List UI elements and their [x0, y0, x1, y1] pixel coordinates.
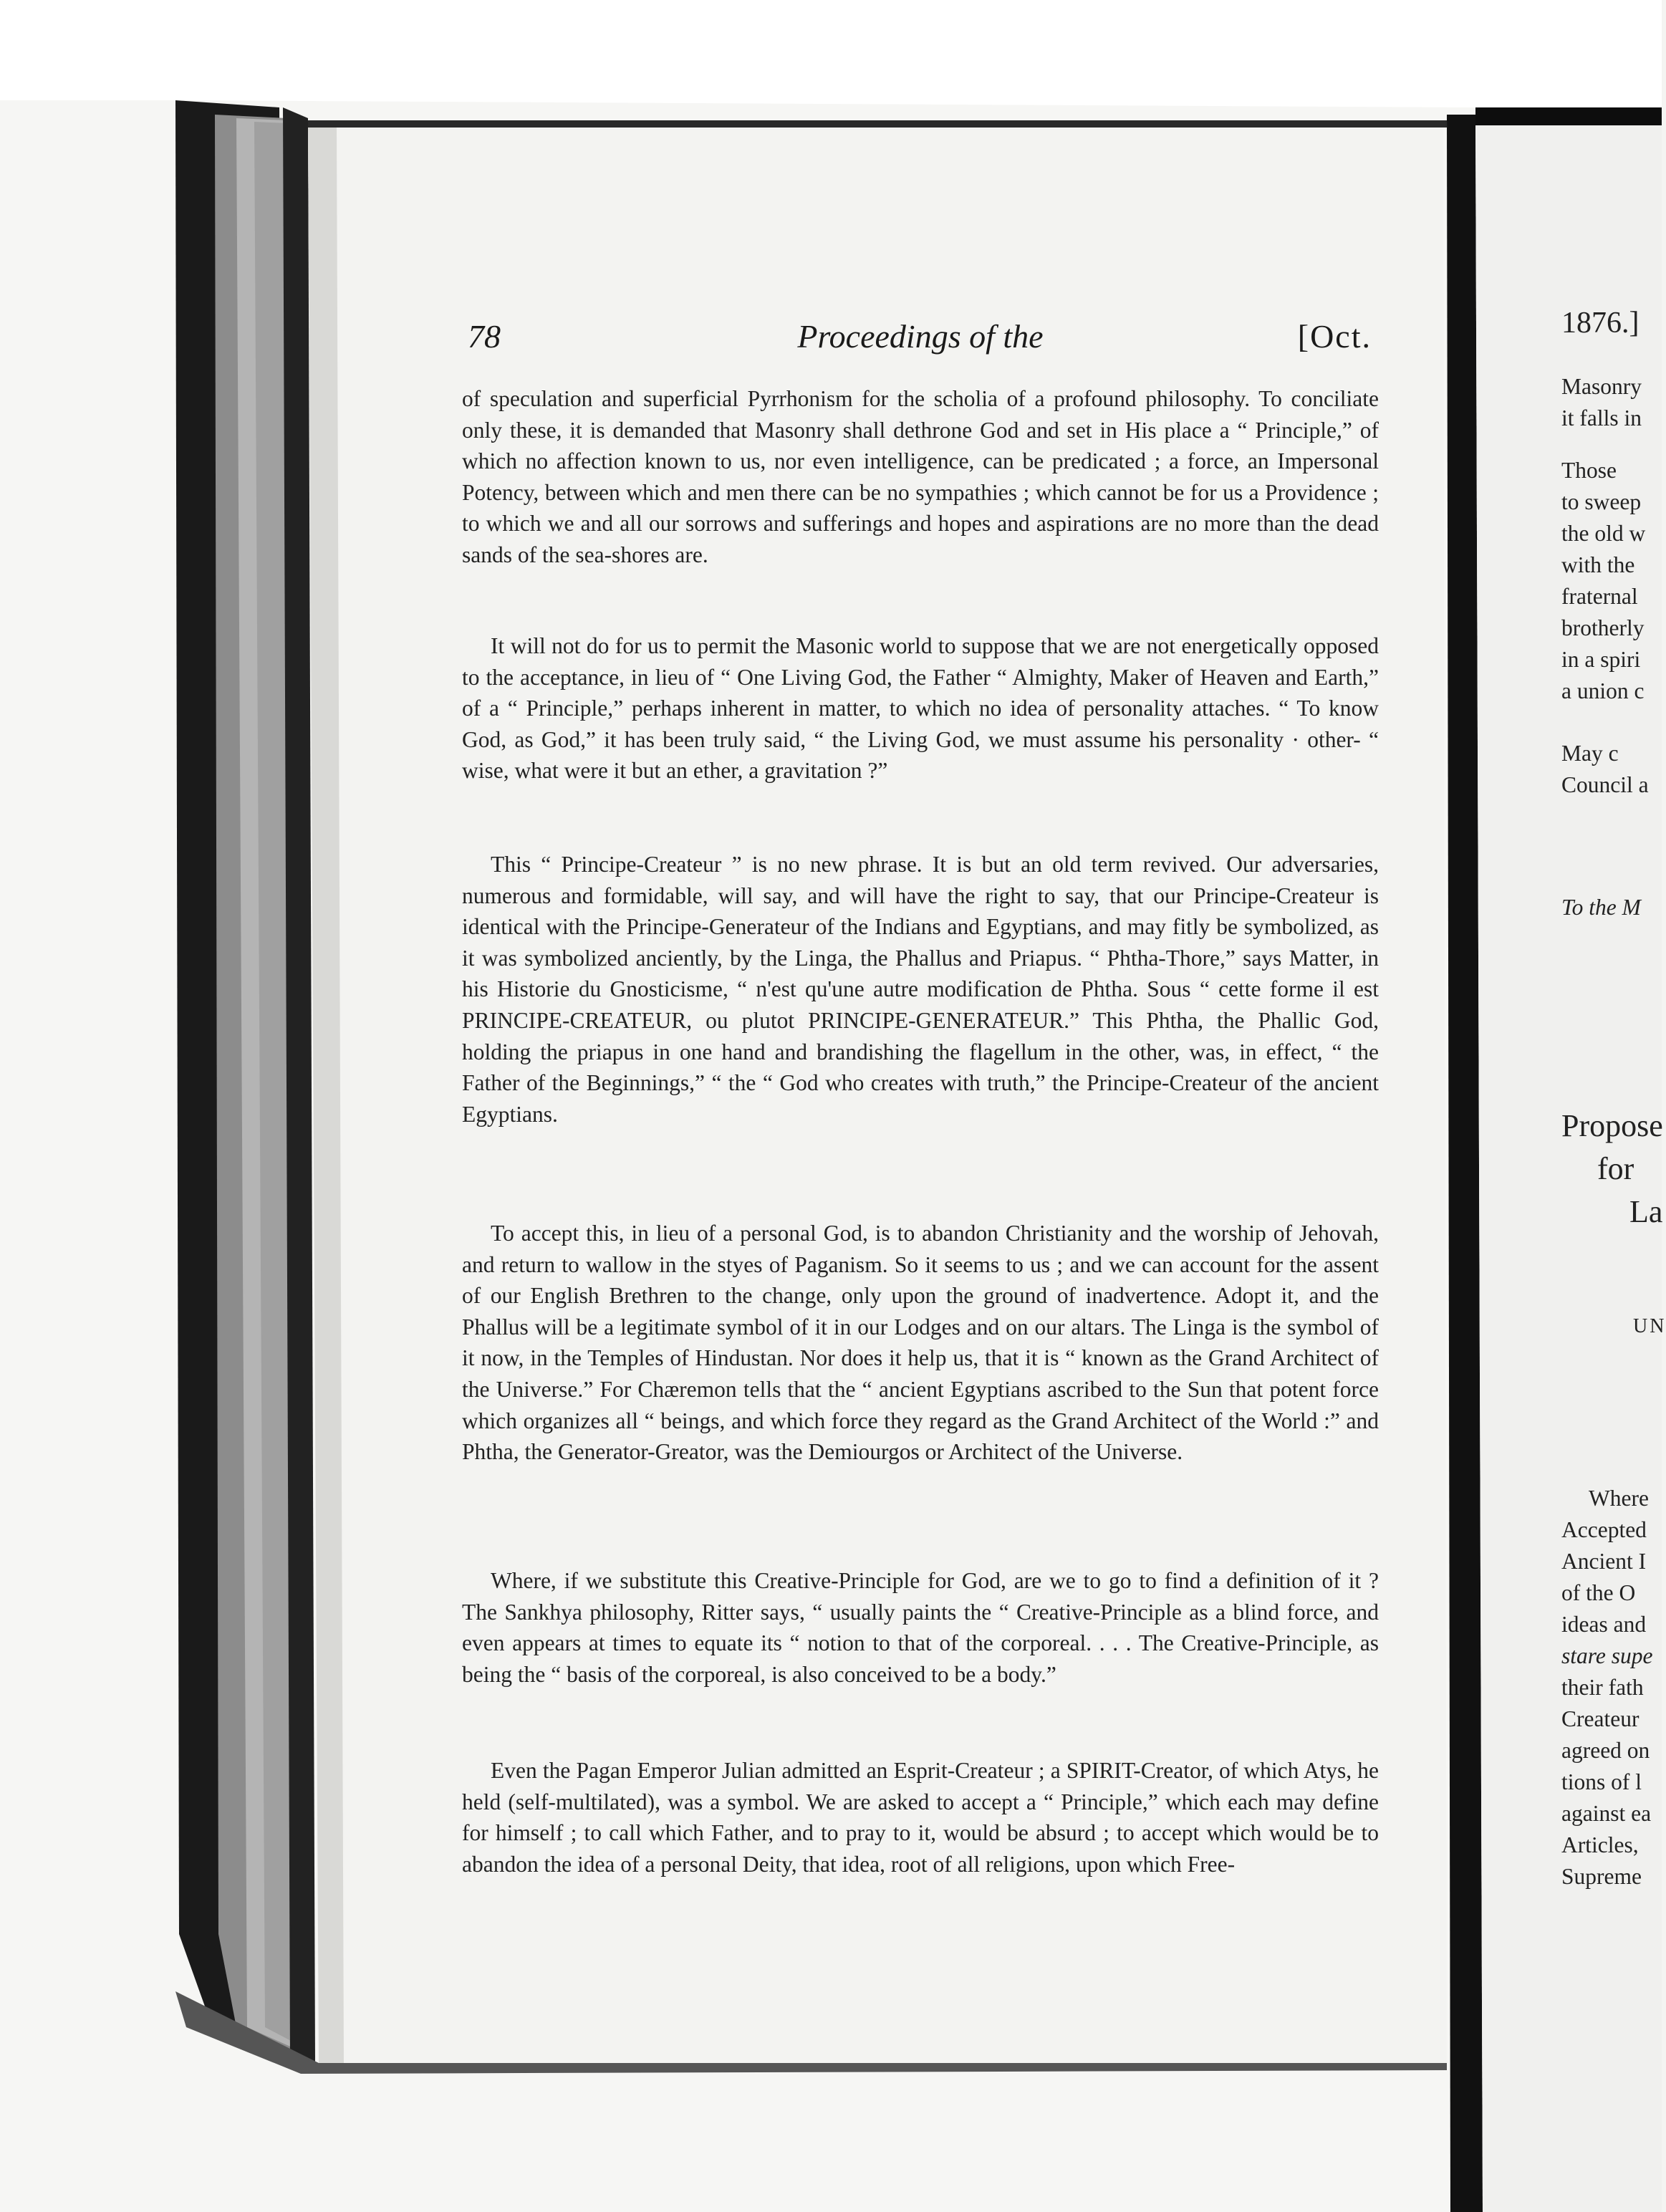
right-line: To the M: [1561, 895, 1641, 920]
right-line: UN: [1633, 1315, 1666, 1337]
right-line: agreed on: [1561, 1738, 1650, 1763]
right-line: it falls in: [1561, 405, 1642, 431]
right-line: ideas and: [1561, 1612, 1647, 1637]
paragraph-1: of speculation and superficial Pyrrhonism for the scholia of a profound philosophy. To conciliate only these, it is demanded that Masonry shall dethrone God and set in His place a “ Principle,” of which no affection known to us, nor even intelligence, can be predicated ; a force, an Impersonal Potency, between which and men there can be no sympathies ; which cannot be for us a Providence ; to which we and all our sorrows and sufferings and hopes and aspirations are no more than the dead sands of the sea-shores are.: [462, 386, 1379, 567]
right-line: Masonry: [1561, 374, 1642, 399]
right-line: Where: [1589, 1486, 1649, 1511]
paragraph-5: Where, if we substitute this Creative-Principle for God, are we to go to find a definition of it ? The Sankhya philosophy, Ritter says, “ usually paints the “ Creative-Principle as a blind force, and even appears at times to equate its “ notion to that of the corporeal. . . . The Creative-Principle, as being the “ basis of the corporeal, is also conceived to be a body.”: [462, 1568, 1379, 1687]
right-line: fraternal: [1561, 584, 1638, 609]
right-line: Createur: [1561, 1706, 1639, 1731]
paragraph-2: It will not do for us to permit the Masonic world to suppose that we are not energetically opposed to the acceptance, in lieu of “ One Living God, the Father “ Almighty, Maker of Heaven and Earth,” of a “ Principle,” perhaps inherent in matter, to which no idea of personality attaches. “ To know God, as God,” it has been truly said, “ the Living God, we must assume his personality · other- “ wise, what were it but an ether, a gravitation ?”: [462, 633, 1379, 784]
right-line: a union c: [1561, 678, 1645, 703]
paragraph-6: Even the Pagan Emperor Julian admitted an Esprit-Createur ; a SPIRIT-Creator, of which Atys, he held (self-multilated), was a symbol. We are asked to accept a “ Principle,” which each may define for himself ; to call which Father, and to pray to it, would be absurd ; to accept which would be to abandon the idea of a personal Deity, that idea, root of all religions, upon which Free-: [462, 1758, 1379, 1877]
right-line: tions of l: [1561, 1769, 1642, 1794]
right-line: Those: [1561, 458, 1617, 483]
right-line: of the O: [1561, 1580, 1636, 1605]
right-line: stare supe: [1561, 1643, 1653, 1668]
right-running-date: 1876.]: [1561, 307, 1639, 340]
running-date: [Oct.: [1297, 318, 1372, 355]
page-number: 78: [468, 318, 501, 355]
right-line: Accepted: [1561, 1517, 1647, 1542]
right-line: against ea: [1561, 1801, 1652, 1826]
right-line: in a spiri: [1561, 647, 1641, 672]
right-heading-line: La: [1629, 1194, 1663, 1229]
right-page-fragment: [1561, 307, 1666, 1956]
right-line: to sweep: [1561, 489, 1642, 514]
right-heading-line: Propose: [1561, 1108, 1663, 1143]
paragraph-4: To accept this, in lieu of a personal God, is to abandon Christianity and the worship of Jehovah, and return to wallow in the styes of Paganism. So it seems to us ; and we can account for the assent of our English Brethren to the change, only upon the ground of inadvertence. Adopt it, and the Phallus will be a legitimate symbol of it in our Lodges and on our altars. The Linga is the symbol of it now, in the Temples of Hindustan. Nor does it help us, that it is “ known as the Grand Architect of the Universe.” For Chæremon tells that the “ ancient Egyptians ascribed to the Sun that potent force which organizes all “ beings, and which force they regard as the Grand Architect of the World :” and Phtha, the Generator-Greator, was the Demiourgos or Architect of the Universe.: [462, 1221, 1379, 1465]
right-line: Ancient I: [1561, 1549, 1647, 1574]
right-line: Supreme: [1561, 1864, 1642, 1889]
right-line: with the: [1561, 552, 1635, 577]
paragraph-3: This “ Principe-Createur ” is no new phrase. It is but an old term revived. Our adversaries, numerous and formidable, will say, and will have the right to say, that our Principe-Createur is identical with the Principe-Generateur of the Indians and Egyptians, and may fitly be symbolized, as it was symbolized anciently, by the Linga, the Phallus and Priapus. “ Phtha-Thore,” says Matter, in his Historie du Gnosticisme, “ n'est qu'une autre modification de Phtha. Sous “ cette forme il est PRINCIPE-CREATEUR, ou plutot PRINCIPE-GENERATEUR.” This Phtha, the Phallic God, holding the priapus in one hand and brandishing the flagellum in the other, was, in effect, “ the Father of the Beginnings,” “ the “ God who creates with truth,” the Principe-Createur of the ancient Egyptians.: [462, 852, 1379, 1127]
right-line: Council a: [1561, 772, 1649, 797]
running-head: [462, 315, 1379, 365]
right-line: May c: [1561, 741, 1619, 766]
running-title: Proceedings of the: [797, 318, 1044, 355]
right-line: Articles,: [1561, 1832, 1639, 1857]
right-heading-line: for: [1597, 1151, 1634, 1186]
left-page: [462, 315, 1379, 2034]
right-line: their fath: [1561, 1675, 1644, 1700]
right-line: brotherly: [1561, 615, 1645, 640]
right-line: the old w: [1561, 521, 1646, 546]
book-shadow-top: [0, 0, 1662, 107]
